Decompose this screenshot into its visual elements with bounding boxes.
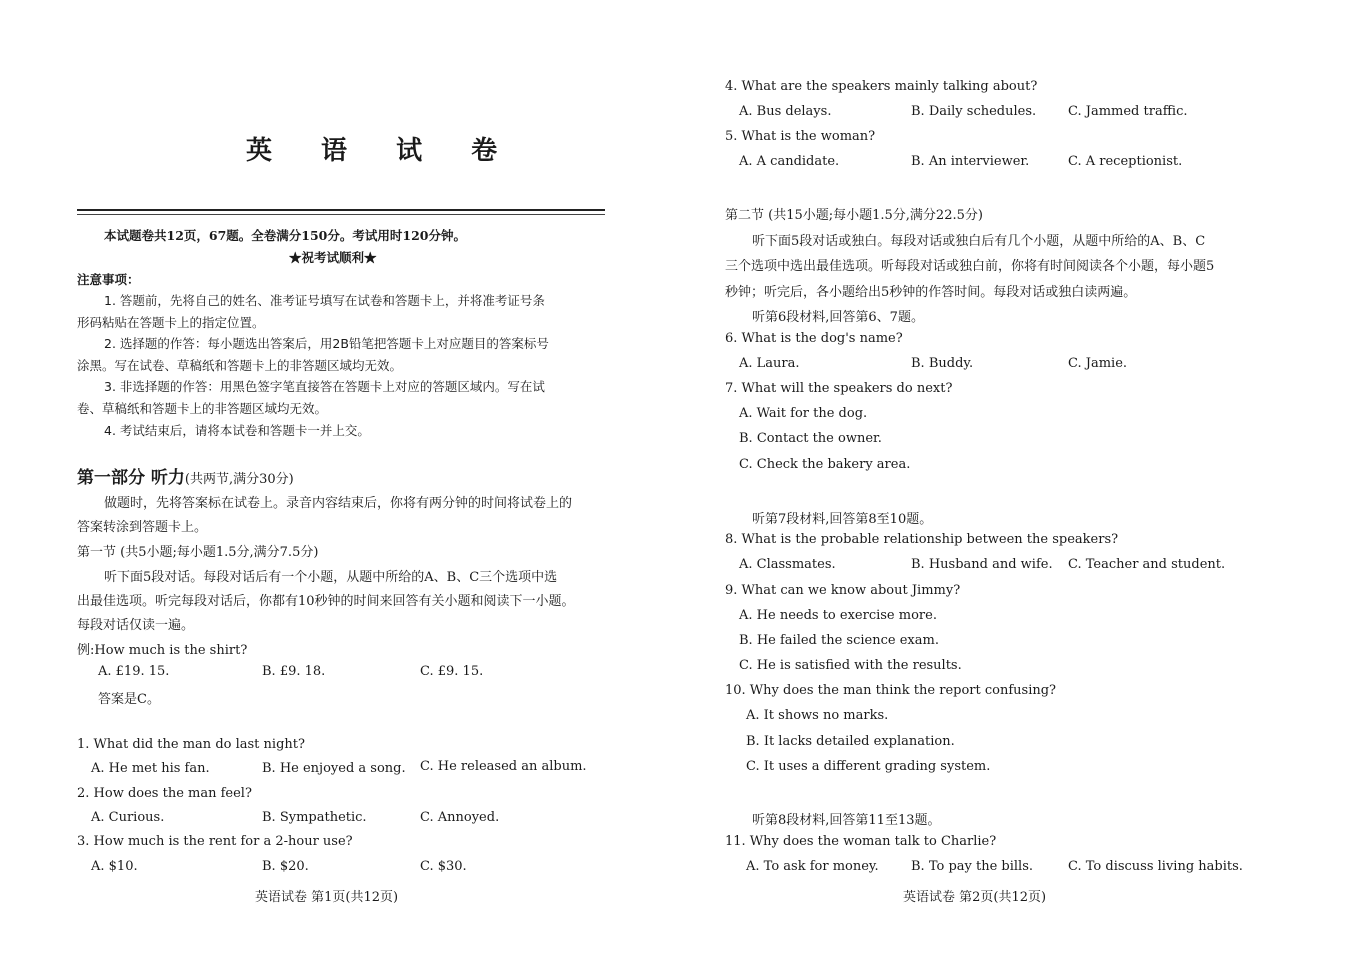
q3-option-c: C. $30.	[420, 859, 467, 874]
q3-option-a: A. $10.	[91, 859, 138, 874]
good-luck-wish: ★祝考试顺利★	[289, 250, 377, 265]
title-divider-thin	[77, 214, 605, 215]
q9-option-b: B. He failed the science exam.	[739, 633, 939, 648]
section1-desc-line: 听下面5段对话。每段对话后有一个小题，从题中所给的A、B、C三个选项中选	[104, 570, 558, 585]
notice-line: 形码粘贴在答题卡上的指定位置。	[77, 315, 265, 330]
right-page	[675, 0, 1350, 967]
q6-option-b: B. Buddy.	[911, 356, 974, 371]
material-7-heading: 听第7段材料,回答第8至10题。	[752, 512, 933, 527]
q11-option-c: C. To discuss living habits.	[1068, 859, 1243, 874]
question-2: 2. How does the man feel?	[77, 786, 252, 801]
notice-line: 卷、草稿纸和答题卡上的非答题区域均无效。	[77, 401, 328, 416]
q8-option-b: B. Husband and wife.	[911, 557, 1053, 572]
q5-option-c: C. A receptionist.	[1068, 154, 1183, 169]
q1-option-a: A. He met his fan.	[91, 761, 210, 776]
part1-desc-line: 做题时，先将答案标在试卷上。录音内容结束后，你将有两分钟的时间将试卷上的	[104, 496, 573, 511]
page-footer: 英语试卷 第2页(共12页)	[903, 890, 1047, 905]
q10-option-b: B. It lacks detailed explanation.	[746, 734, 955, 749]
part1-desc-line: 答案转涂到答题卡上。	[77, 520, 208, 535]
question-11: 11. Why does the woman talk to Charlie?	[725, 834, 997, 849]
section1-title: 第一节 (共5小题;每小题1.5分,满分7.5分)	[77, 545, 319, 560]
q4-option-c: C. Jammed traffic.	[1068, 104, 1188, 119]
question-9: 9. What can we know about Jimmy?	[725, 583, 961, 598]
q11-option-b: B. To pay the bills.	[911, 859, 1034, 874]
question-6: 6. What is the dog's name?	[725, 331, 903, 346]
section1-desc-line: 每段对话仅读一遍。	[77, 618, 195, 633]
q2-option-a: A. Curious.	[91, 810, 165, 825]
title-divider	[77, 209, 605, 211]
notice-line: 4. 考试结束后，请将本试卷和答题卡一并上交。	[104, 423, 370, 438]
section2-desc-line: 秒钟；听完后，各小题给出5秒钟的作答时间。每段对话或独白读两遍。	[725, 285, 1137, 300]
question-8: 8. What is the probable relationship between the speakers?	[725, 532, 1119, 547]
section2-desc-line: 三个选项中选出最佳选项。听每段对话或独白前，你将有时间阅读各个小题，每小题5	[725, 259, 1215, 274]
q8-option-a: A. Classmates.	[739, 557, 836, 572]
q9-option-c: C. He is satisfied with the results.	[739, 658, 962, 673]
q6-option-a: A. Laura.	[739, 356, 800, 371]
q7-option-b: B. Contact the owner.	[739, 431, 882, 446]
question-10: 10. Why does the man think the report confusing?	[725, 683, 1057, 698]
q4-option-b: B. Daily schedules.	[911, 104, 1037, 119]
q5-option-b: B. An interviewer.	[911, 154, 1030, 169]
q2-option-c: C. Annoyed.	[420, 810, 500, 825]
question-7: 7. What will the speakers do next?	[725, 381, 953, 396]
section2-title: 第二节 (共15小题;每小题1.5分,满分22.5分)	[725, 208, 983, 223]
question-3: 3. How much is the rent for a 2-hour use?	[77, 834, 353, 849]
section2-desc-line: 听下面5段对话或独白。每段对话或独白后有几个小题，从题中所给的A、B、C	[752, 234, 1206, 249]
exam-intro: 本试题卷共12页，67题。全卷满分150分。考试用时120分钟。	[104, 228, 466, 243]
material-8-heading: 听第8段材料,回答第11至13题。	[752, 813, 941, 828]
material-6-heading: 听第6段材料,回答第6、7题。	[752, 310, 924, 325]
question-4: 4. What are the speakers mainly talking about?	[725, 79, 1038, 94]
example-question: 例:How much is the shirt?	[77, 643, 248, 658]
q11-option-a: A. To ask for money.	[746, 859, 879, 874]
q4-option-a: A. Bus delays.	[739, 104, 832, 119]
q7-option-a: A. Wait for the dog.	[739, 406, 868, 421]
notice-line: 涂黑。写在试卷、草稿纸和答题卡上的非答题区域均无效。	[77, 358, 403, 373]
example-option-b: B. £9. 18.	[262, 664, 326, 679]
example-answer: 答案是C。	[98, 692, 160, 707]
notice-heading: 注意事项：	[77, 272, 140, 287]
example-option-a: A. £19. 15.	[98, 664, 170, 679]
part1-title: 第一部分 听力	[77, 468, 185, 488]
section1-desc-line: 出最佳选项。听完每段对话后，你都有10秒钟的时间来回答有关小题和阅读下一小题。	[77, 594, 575, 609]
notice-line: 2. 选择题的作答：每小题选出答案后，用2B铅笔把答题卡上对应题目的答案标号	[104, 336, 549, 351]
q10-option-a: A. It shows no marks.	[746, 708, 889, 723]
q9-option-a: A. He needs to exercise more.	[739, 608, 937, 623]
question-1: 1. What did the man do last night?	[77, 737, 305, 752]
notice-line: 3. 非选择题的作答：用黑色签字笔直接答在答题卡上对应的答题区域内。写在试	[104, 379, 545, 394]
q8-option-c: C. Teacher and student.	[1068, 557, 1226, 572]
part1-heading	[77, 463, 294, 488]
question-5: 5. What is the woman?	[725, 129, 876, 144]
example-option-c: C. £9. 15.	[420, 664, 484, 679]
q6-option-c: C. Jamie.	[1068, 356, 1128, 371]
page-footer: 英语试卷 第1页(共12页)	[255, 890, 399, 905]
exam-title: 英 语 试 卷	[246, 136, 518, 166]
q3-option-b: B. $20.	[262, 859, 309, 874]
q2-option-b: B. Sympathetic.	[262, 810, 367, 825]
q1-option-c: C. He released an album.	[420, 759, 587, 774]
q10-option-c: C. It uses a different grading system.	[746, 759, 991, 774]
q7-option-c: C. Check the bakery area.	[739, 457, 911, 472]
notice-line: 1. 答题前，先将自己的姓名、准考证号填写在试卷和答题卡上，并将准考证号条	[104, 293, 545, 308]
part1-subtitle: (共两节,满分30分)	[184, 472, 294, 487]
q1-option-b: B. He enjoyed a song.	[262, 761, 406, 776]
q5-option-a: A. A candidate.	[739, 154, 840, 169]
